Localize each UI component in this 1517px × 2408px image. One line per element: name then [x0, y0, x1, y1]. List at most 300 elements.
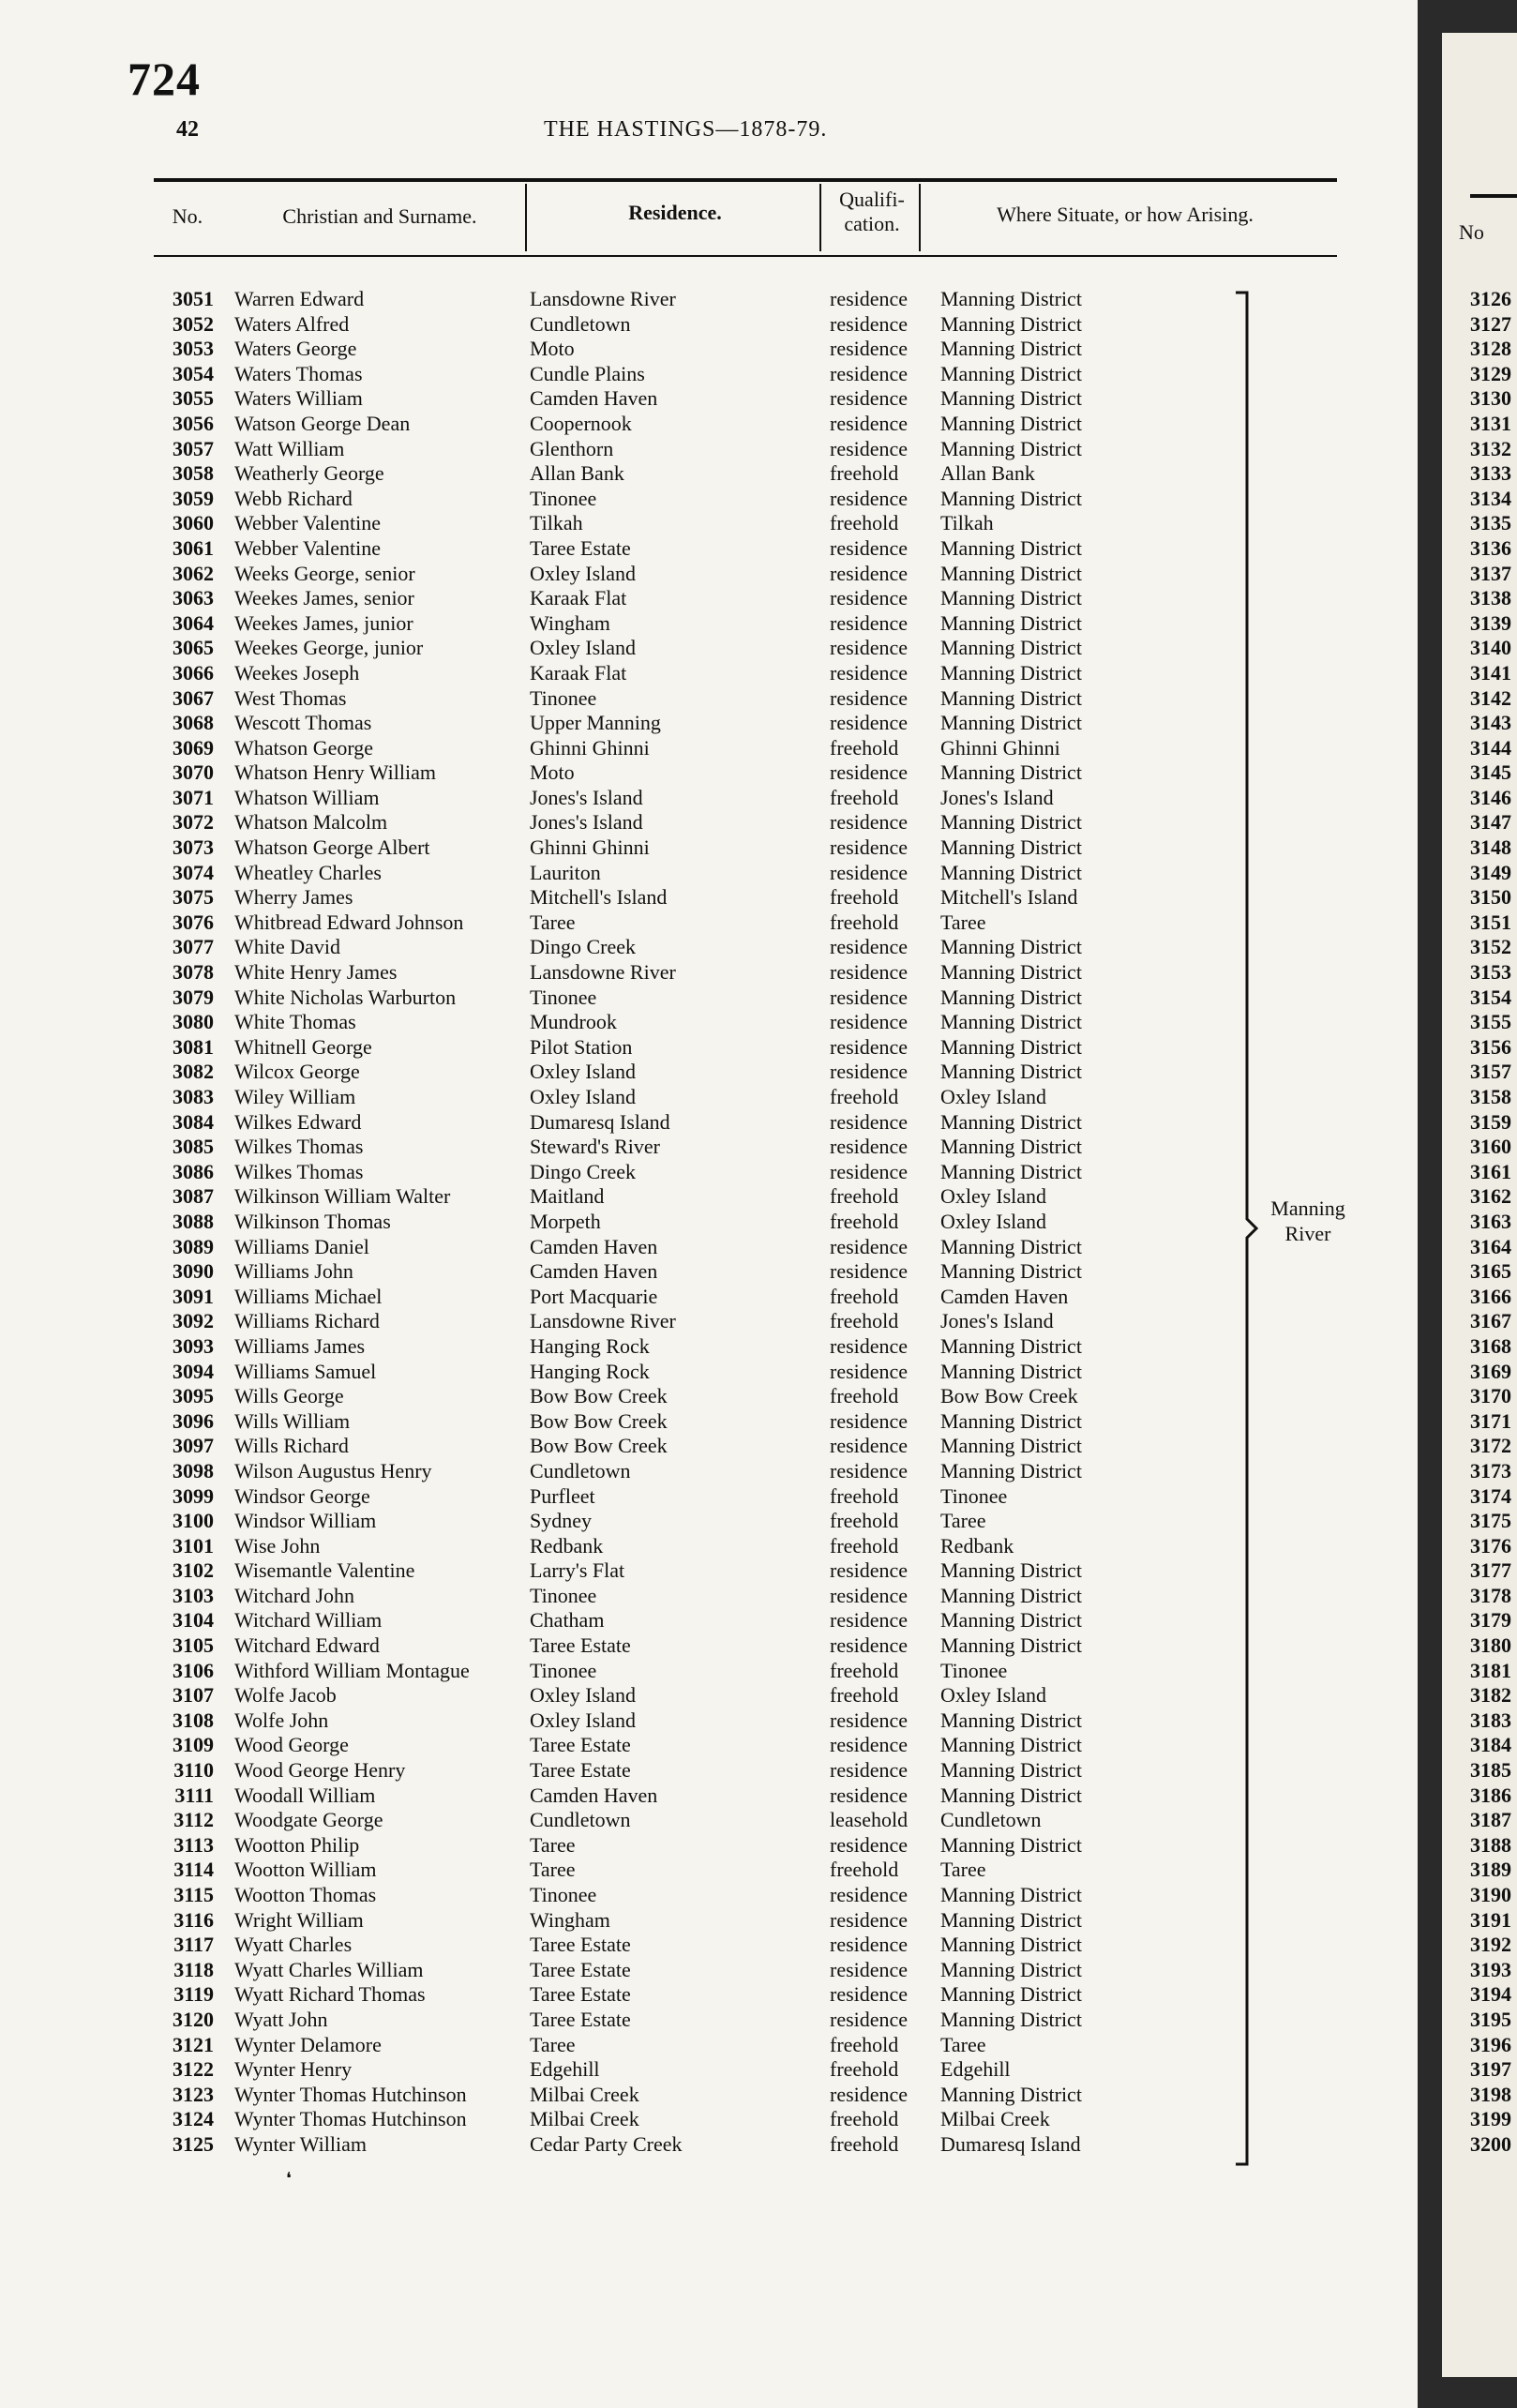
entry-where: Manning District: [940, 1010, 1082, 1034]
entry-where: Manning District: [940, 1333, 1082, 1358]
entry-residence: Jones's Island: [530, 810, 643, 835]
table-row: [0, 2008, 1418, 2033]
entry-where: Edgehill: [940, 2057, 1011, 2082]
table-row: [0, 986, 1418, 1011]
entry-where: Tinonee: [940, 1658, 1008, 1682]
table-row: [0, 461, 1418, 487]
entry-qualification: residence: [830, 1060, 909, 1084]
entry-qualification: residence: [830, 1558, 909, 1583]
entry-number: 3081: [173, 1034, 214, 1059]
entry-number: 3118: [173, 1957, 214, 1981]
entry-number: 3071: [173, 785, 214, 809]
entry-residence: Cundletown: [530, 1458, 631, 1482]
table-row: [0, 386, 1418, 412]
entry-name: White Nicholas Warburton: [234, 985, 457, 1009]
entry-qualification: residence: [830, 1434, 909, 1458]
table-row: [0, 960, 1418, 986]
entry-residence: Hanging Rock: [530, 1359, 650, 1383]
bracket-label: [1270, 1196, 1345, 1246]
entry-qualification: residence: [830, 535, 909, 560]
entry-name: Williams Michael: [234, 1284, 383, 1308]
entry-qualification: freehold: [830, 1533, 899, 1558]
table-row: [0, 1160, 1418, 1185]
entry-number: 3122: [173, 2057, 214, 2082]
entry-number: 3112: [173, 1808, 214, 1832]
entry-where: Jones's Island: [940, 785, 1054, 809]
entry-qualification: residence: [830, 960, 909, 985]
facing-number: 3128: [1470, 337, 1511, 361]
entry-name: Wilkes Thomas: [234, 1159, 364, 1183]
entry-number: 3078: [173, 960, 214, 985]
entry-name: Waters Alfred: [234, 311, 350, 336]
entry-qualification: residence: [830, 1758, 909, 1783]
entry-where: Tilkah: [940, 511, 994, 535]
table-row: [0, 1683, 1418, 1708]
entry-where: Manning District: [940, 411, 1082, 435]
facing-number: 3196: [1470, 2032, 1511, 2056]
entry-number: 3104: [173, 1608, 214, 1633]
table-row: [0, 362, 1418, 387]
facing-number: 3152: [1470, 935, 1511, 959]
entry-name: Wolfe Jacob: [234, 1683, 337, 1708]
entry-number: 3121: [173, 2032, 214, 2056]
entry-residence: Oxley Island: [530, 1085, 637, 1108]
entry-name: Williams Richard: [234, 1309, 380, 1333]
table-row: [0, 1933, 1418, 1958]
entry-where: Jones's Island: [940, 1309, 1054, 1333]
entry-residence: Lauriton: [530, 860, 601, 884]
entry-name: Wescott Thomas: [234, 711, 372, 735]
entry-residence: Taree Estate: [530, 1758, 631, 1783]
entry-name: Wynter Thomas Hutchinson: [234, 2082, 467, 2106]
entry-name: Waters William: [234, 386, 363, 411]
entry-name: Wootton Philip: [234, 1832, 360, 1857]
entry-number: 3120: [173, 2007, 214, 2031]
facing-number: 3155: [1470, 1010, 1511, 1034]
entry-number: 3085: [173, 1135, 214, 1159]
entry-number: 3093: [173, 1333, 214, 1358]
entry-number: 3074: [173, 860, 214, 884]
entry-residence: Taree Estate: [530, 2007, 631, 2031]
entry-name: Whatson George Albert: [234, 835, 430, 860]
header-qualification: Qualifi-cation.: [839, 188, 905, 235]
entry-number: 3083: [173, 1085, 214, 1108]
entry-where: Manning District: [940, 985, 1082, 1009]
entry-residence: Taree Estate: [530, 1957, 631, 1981]
bracket-label-text: Manning River: [1270, 1196, 1345, 1245]
entry-number: 3086: [173, 1159, 214, 1183]
folio-number: 724: [128, 53, 201, 105]
table-row: [0, 786, 1418, 811]
entry-qualification: freehold: [830, 785, 899, 809]
entry-residence: Karaak Flat: [530, 660, 627, 685]
entry-qualification: residence: [830, 1907, 909, 1932]
entry-residence: Taree Estate: [530, 535, 631, 560]
table-row: [0, 337, 1418, 362]
facing-number: 3176: [1470, 1533, 1511, 1558]
entry-qualification: freehold: [830, 1658, 899, 1682]
entry-number: 3113: [173, 1832, 214, 1857]
entry-qualification: residence: [830, 1708, 909, 1732]
entry-number: 3068: [173, 711, 214, 735]
entry-where: Manning District: [940, 835, 1082, 860]
facing-number: 3158: [1470, 1085, 1511, 1108]
entry-number: 3100: [173, 1509, 214, 1533]
facing-number: 3135: [1470, 511, 1511, 535]
entry-name: Wynter Henry: [234, 2057, 353, 2082]
entry-number: 3072: [173, 810, 214, 835]
facing-number: 3154: [1470, 985, 1511, 1009]
table-row: [0, 412, 1418, 437]
facing-number: 3195: [1470, 2007, 1511, 2031]
facing-number: 3131: [1470, 411, 1511, 435]
entry-name: Webb Richard: [234, 486, 353, 510]
running-head: THE HASTINGS—1878-79.: [544, 117, 828, 142]
entry-qualification: freehold: [830, 1309, 899, 1333]
facing-number: 3178: [1470, 1583, 1511, 1607]
entry-qualification: freehold: [830, 910, 899, 934]
entry-number: 3064: [173, 610, 214, 635]
entry-where: Milbai Creek: [940, 2107, 1050, 2131]
facing-number: 3161: [1470, 1159, 1511, 1183]
entry-residence: Larry's Flat: [530, 1558, 625, 1583]
entry-residence: Morpeth: [530, 1209, 601, 1233]
header-top-rule: [154, 178, 1337, 182]
entry-qualification: residence: [830, 311, 909, 336]
facing-number: 3171: [1470, 1408, 1511, 1433]
entry-residence: Camden Haven: [530, 1234, 658, 1258]
entry-number: 3124: [173, 2107, 214, 2131]
entry-number: 3098: [173, 1458, 214, 1482]
entry-qualification: residence: [830, 1034, 909, 1059]
entry-number: 3053: [173, 337, 214, 361]
table-row: [0, 1858, 1418, 1883]
table-row: [0, 1210, 1418, 1235]
entry-number: 3116: [173, 1907, 214, 1932]
facing-number: 3190: [1470, 1883, 1511, 1906]
entry-residence: Tinonee: [530, 685, 597, 710]
entry-where: Manning District: [940, 1359, 1082, 1383]
entry-number: 3059: [173, 486, 214, 510]
entry-name: Williams James: [234, 1333, 366, 1358]
entry-where: Manning District: [940, 610, 1082, 635]
entry-residence: Port Macquarie: [530, 1284, 658, 1308]
entry-name: Windsor George: [234, 1483, 370, 1508]
facing-number: 3181: [1470, 1658, 1511, 1682]
entry-where: Manning District: [940, 586, 1082, 610]
entry-name: Warren Edward: [234, 287, 365, 310]
entry-where: Manning District: [940, 1933, 1082, 1957]
entry-residence: Cundletown: [530, 311, 631, 336]
entry-where: Taree: [940, 2032, 986, 2056]
entry-name: Wyatt Richard Thomas: [234, 1982, 426, 2007]
table-row: [0, 1259, 1418, 1285]
entry-where: Manning District: [940, 1633, 1082, 1658]
table-row: [0, 1659, 1418, 1684]
facing-number: 3170: [1470, 1384, 1511, 1408]
entry-name: Wilcox George: [234, 1060, 360, 1084]
entry-number: 3102: [173, 1558, 214, 1583]
entry-name: Wherry James: [234, 885, 353, 910]
entry-name: West Thomas: [234, 685, 347, 710]
table-row: [0, 1509, 1418, 1534]
entry-residence: Pilot Station: [530, 1034, 633, 1059]
header-bottom-rule: [154, 255, 1337, 257]
entry-number: 3109: [173, 1733, 214, 1757]
table-row: [0, 1184, 1418, 1210]
entry-where: Manning District: [940, 1434, 1082, 1458]
entry-residence: Oxley Island: [530, 1683, 637, 1708]
facing-number: 3183: [1470, 1708, 1511, 1732]
entry-where: Manning District: [940, 660, 1082, 685]
entry-residence: Taree Estate: [530, 1933, 631, 1957]
table-row: [0, 1334, 1418, 1360]
facing-number: 3168: [1470, 1333, 1511, 1358]
table-row: [0, 1085, 1418, 1110]
entry-where: Manning District: [940, 2082, 1082, 2106]
entry-residence: Mundrook: [530, 1010, 617, 1034]
entry-where: Manning District: [940, 810, 1082, 835]
table-row: [0, 1982, 1418, 2008]
facing-number: 3139: [1470, 610, 1511, 635]
facing-number: 3182: [1470, 1683, 1511, 1708]
table-row: [0, 810, 1418, 835]
entry-where: Mitchell's Island: [940, 885, 1078, 910]
entry-number: 3090: [173, 1259, 214, 1284]
entry-residence: Camden Haven: [530, 386, 658, 411]
entry-name: Weatherly George: [234, 461, 384, 486]
entry-qualification: residence: [830, 636, 909, 660]
facing-number: 3147: [1470, 810, 1511, 835]
entry-number: 3066: [173, 660, 214, 685]
entry-residence: Moto: [530, 337, 575, 361]
entry-where: Manning District: [940, 287, 1082, 310]
entry-qualification: residence: [830, 1583, 909, 1607]
entry-number: 3099: [173, 1483, 214, 1508]
entry-where: Manning District: [940, 1907, 1082, 1932]
entry-number: 3062: [173, 561, 214, 585]
facing-number: 3159: [1470, 1109, 1511, 1134]
entry-residence: Tinonee: [530, 1658, 597, 1682]
entry-residence: Sydney: [530, 1509, 592, 1533]
table-row: [0, 636, 1418, 661]
entry-name: Wynter William: [234, 2131, 367, 2156]
entry-number: 3051: [173, 287, 214, 310]
entry-name: Wyatt Charles: [234, 1933, 353, 1957]
entry-qualification: freehold: [830, 1284, 899, 1308]
entry-qualification: residence: [830, 610, 909, 635]
facing-number: 3140: [1470, 636, 1511, 660]
entry-residence: Oxley Island: [530, 561, 637, 585]
entry-qualification: residence: [830, 685, 909, 710]
entry-number: 3094: [173, 1359, 214, 1383]
entry-where: Manning District: [940, 1583, 1082, 1607]
entry-name: Whatson Henry William: [234, 760, 436, 785]
entry-name: Windsor William: [234, 1509, 377, 1533]
table-row: [0, 935, 1418, 960]
entry-qualification: residence: [830, 586, 909, 610]
facing-number: 3163: [1470, 1209, 1511, 1233]
facing-number: 3160: [1470, 1135, 1511, 1159]
entry-residence: Tinonee: [530, 1583, 597, 1607]
facing-number: 3200: [1470, 2131, 1511, 2156]
entry-residence: Allan Bank: [530, 461, 624, 486]
entry-name: Wright William: [234, 1907, 364, 1932]
entry-where: Manning District: [940, 711, 1082, 735]
entry-qualification: residence: [830, 361, 909, 385]
entry-number: 3077: [173, 935, 214, 959]
entry-residence: Lansdowne River: [530, 1309, 676, 1333]
facing-page: [1442, 33, 1517, 2377]
entry-number: 3056: [173, 411, 214, 435]
entry-qualification: residence: [830, 860, 909, 884]
entry-name: White Henry James: [234, 960, 398, 985]
facing-number: 3194: [1470, 1982, 1511, 2007]
header-name: Christian and Surname.: [282, 204, 477, 228]
entry-name: Woodall William: [234, 1783, 376, 1807]
entry-name: Webber Valentine: [234, 535, 382, 560]
page-number: 42: [176, 117, 199, 142]
entry-number: 3101: [173, 1533, 214, 1558]
entry-number: 3125: [173, 2131, 214, 2156]
entry-name: Wills Richard: [234, 1434, 349, 1458]
entry-where: Manning District: [940, 1234, 1082, 1258]
entry-residence: Ghinni Ghinni: [530, 735, 650, 760]
entry-name: Wheatley Charles: [234, 860, 382, 884]
entry-name: Weekes James, senior: [234, 586, 414, 610]
entry-name: Wyatt John: [234, 2007, 328, 2031]
entry-qualification: residence: [830, 486, 909, 510]
entry-number: 3103: [173, 1583, 214, 1607]
entry-residence: Taree Estate: [530, 1633, 631, 1658]
facing-number: 3191: [1470, 1907, 1511, 1932]
entry-qualification: residence: [830, 1333, 909, 1358]
entry-qualification: residence: [830, 1159, 909, 1183]
entry-where: Manning District: [940, 1883, 1082, 1906]
entry-number: 3091: [173, 1284, 214, 1308]
entry-where: Taree: [940, 1509, 986, 1533]
entry-number: 3111: [174, 1783, 214, 1807]
facing-number: 3185: [1470, 1758, 1511, 1783]
entry-residence: Upper Manning: [530, 711, 661, 735]
entry-where: Oxley Island: [940, 1209, 1047, 1233]
entry-where: Cundletown: [940, 1808, 1042, 1832]
entry-number: 3096: [173, 1408, 214, 1433]
facing-number: 3129: [1470, 361, 1511, 385]
entry-where: Bow Bow Creek: [940, 1384, 1078, 1408]
entry-name: Wilkinson William Walter: [234, 1184, 451, 1209]
entry-residence: Steward's River: [530, 1135, 660, 1159]
entry-where: Oxley Island: [940, 1683, 1047, 1708]
entry-residence: Glenthorn: [530, 436, 614, 460]
entry-number: 3097: [173, 1434, 214, 1458]
entry-name: Withford William Montague: [234, 1658, 470, 1682]
entry-qualification: residence: [830, 436, 909, 460]
facing-number: 3146: [1470, 785, 1511, 809]
entry-name: Weekes Joseph: [234, 660, 360, 685]
entry-name: Williams Daniel: [234, 1234, 369, 1258]
header-where: Where Situate, or how Arising.: [997, 203, 1254, 226]
facing-number: 3188: [1470, 1832, 1511, 1857]
entry-residence: Lansdowne River: [530, 287, 676, 310]
entry-residence: Taree: [530, 1832, 576, 1857]
entry-residence: Cedar Party Creek: [530, 2131, 683, 2156]
table-row: [0, 312, 1418, 338]
entry-qualification: freehold: [830, 1509, 899, 1533]
facing-header: No: [1459, 220, 1484, 244]
facing-number: 3197: [1470, 2057, 1511, 2082]
facing-number: 3193: [1470, 1957, 1511, 1981]
entry-name: Wills George: [234, 1384, 344, 1408]
entry-where: Manning District: [940, 1408, 1082, 1433]
entry-number: 3060: [173, 511, 214, 535]
table-row: [0, 835, 1418, 861]
column-divider: [525, 184, 527, 251]
column-divider: [919, 184, 921, 251]
entry-number: 3065: [173, 636, 214, 660]
facing-rule: [1470, 194, 1517, 198]
entry-qualification: residence: [830, 1135, 909, 1159]
entry-where: Manning District: [940, 1159, 1082, 1183]
register-entries: [0, 287, 1418, 2158]
entry-qualification: freehold: [830, 2131, 899, 2156]
table-row: [0, 2132, 1418, 2158]
entry-number: 3076: [173, 910, 214, 934]
entry-name: Waters Thomas: [234, 361, 363, 385]
facing-number: 3177: [1470, 1558, 1511, 1583]
entry-where: Manning District: [940, 860, 1082, 884]
facing-number: 3189: [1470, 1858, 1511, 1882]
entry-qualification: residence: [830, 810, 909, 835]
entry-residence: Oxley Island: [530, 1708, 637, 1732]
entry-qualification: residence: [830, 835, 909, 860]
entry-name: Whatson Malcolm: [234, 810, 388, 835]
entry-name: Witchard John: [234, 1583, 355, 1607]
entry-qualification: residence: [830, 1234, 909, 1258]
facing-number: 3180: [1470, 1633, 1511, 1658]
table-row: [0, 911, 1418, 936]
entry-residence: Oxley Island: [530, 636, 637, 660]
entry-qualification: residence: [830, 1982, 909, 2007]
entry-qualification: freehold: [830, 1483, 899, 1508]
entry-qualification: residence: [830, 1933, 909, 1957]
facing-number: 3169: [1470, 1359, 1511, 1383]
entry-residence: Tilkah: [530, 511, 583, 535]
entry-qualification: residence: [830, 287, 909, 310]
entry-name: Watson George Dean: [234, 411, 411, 435]
entry-where: Manning District: [940, 960, 1082, 985]
table-row: [0, 1010, 1418, 1035]
table-row: [0, 437, 1418, 462]
facing-number: 3138: [1470, 586, 1511, 610]
entry-qualification: freehold: [830, 461, 899, 486]
entry-where: Manning District: [940, 1608, 1082, 1633]
entry-name: White Thomas: [234, 1010, 356, 1034]
table-row: [0, 2083, 1418, 2108]
entry-residence: Wingham: [530, 1907, 610, 1932]
facing-number: 3136: [1470, 535, 1511, 560]
entry-residence: Taree Estate: [530, 1733, 631, 1757]
entry-name: Whitnell George: [234, 1034, 372, 1059]
facing-number: 3192: [1470, 1933, 1511, 1957]
entry-where: Manning District: [940, 561, 1082, 585]
entry-residence: Tinonee: [530, 985, 597, 1009]
table-row: [0, 2057, 1418, 2083]
entry-where: Manning District: [940, 1758, 1082, 1783]
entry-qualification: residence: [830, 1733, 909, 1757]
entry-where: Manning District: [940, 1783, 1082, 1807]
facing-number: 3151: [1470, 910, 1511, 934]
